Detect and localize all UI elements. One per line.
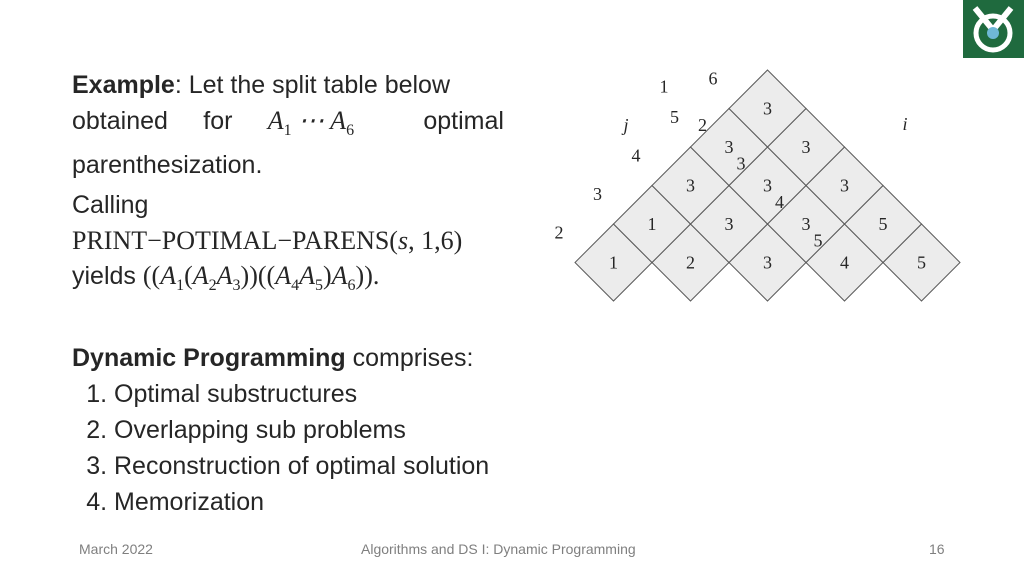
split-cell-value: 5 (917, 252, 926, 273)
i-index-label: 2 (698, 115, 707, 135)
split-cell-value: 3 (763, 175, 772, 196)
example-text (72, 68, 504, 183)
dp-heading-bold: Dynamic Programming (72, 344, 346, 372)
j-index-label: 4 (631, 145, 641, 166)
dp-item: 4. Memorization (114, 484, 489, 520)
j-index-label: 6 (708, 68, 718, 89)
calling-text (72, 188, 542, 303)
split-cell-value: 2 (686, 252, 695, 273)
example-line3: parenthesization. (72, 151, 263, 180)
dp-item: 2. Overlapping sub problems (114, 412, 489, 448)
example-line1 (72, 68, 450, 103)
word-optimal: optimal (423, 107, 504, 135)
yields-expression: $((A_1(A_2A_3))((A_4A_5)A_6))$. (142, 261, 380, 295)
dp-section (72, 340, 489, 520)
dp-heading (72, 340, 489, 376)
dp-item: 3. Reconstruction of optimal solution (114, 448, 489, 484)
j-index-label: 2 (554, 222, 564, 243)
footer-page-number: 16 (929, 541, 945, 557)
word-for: for (203, 107, 233, 135)
split-cell-value: 5 (878, 214, 888, 234)
example-label: Example (72, 71, 175, 99)
i-index-label: 5 (813, 230, 823, 251)
calling-label: Calling (72, 191, 149, 219)
split-table-diagram (554, 62, 968, 312)
example-line1-rest: : Let the split table below (174, 71, 451, 99)
split-cell-value: 1 (647, 214, 657, 234)
split-cell-value: 3 (724, 214, 734, 234)
yields-line (72, 258, 542, 303)
footer-date: March 2022 (79, 541, 153, 557)
call-expression: PRINT−POTIMAL−PARENS(s, 1,6) (72, 226, 463, 255)
split-cell-value: 3 (763, 252, 772, 273)
split-cell-value: 3 (686, 175, 695, 196)
j-axis-label: j (623, 115, 629, 135)
i-index-label: 4 (775, 192, 784, 212)
yields-label: yields (72, 262, 136, 290)
word-obtained: obtained (72, 107, 168, 135)
dp-list (72, 376, 489, 520)
split-cell-value: 4 (840, 252, 849, 273)
i-axis-label: i (902, 114, 908, 134)
matrix-range: $A_1$ ⋯ $A_6$ (267, 106, 355, 140)
j-index-label: 3 (593, 184, 602, 204)
split-cell-value: 3 (724, 137, 734, 157)
split-cell-value: 3 (840, 175, 849, 196)
i-index-label: 3 (736, 153, 746, 174)
split-cell-value: 3 (801, 214, 811, 234)
i-index-label: 1 (659, 76, 669, 97)
split-cell-value: 3 (763, 98, 772, 119)
split-cell-value: 3 (801, 137, 811, 157)
dp-heading-rest: comprises: (345, 344, 474, 372)
split-cell-value: 1 (609, 252, 618, 273)
university-logo (963, 0, 1024, 58)
dp-item: 1. Optimal substructures (114, 376, 489, 412)
j-index-label: 5 (670, 107, 679, 127)
footer-title: Algorithms and DS I: Dynamic Programming (361, 541, 636, 557)
